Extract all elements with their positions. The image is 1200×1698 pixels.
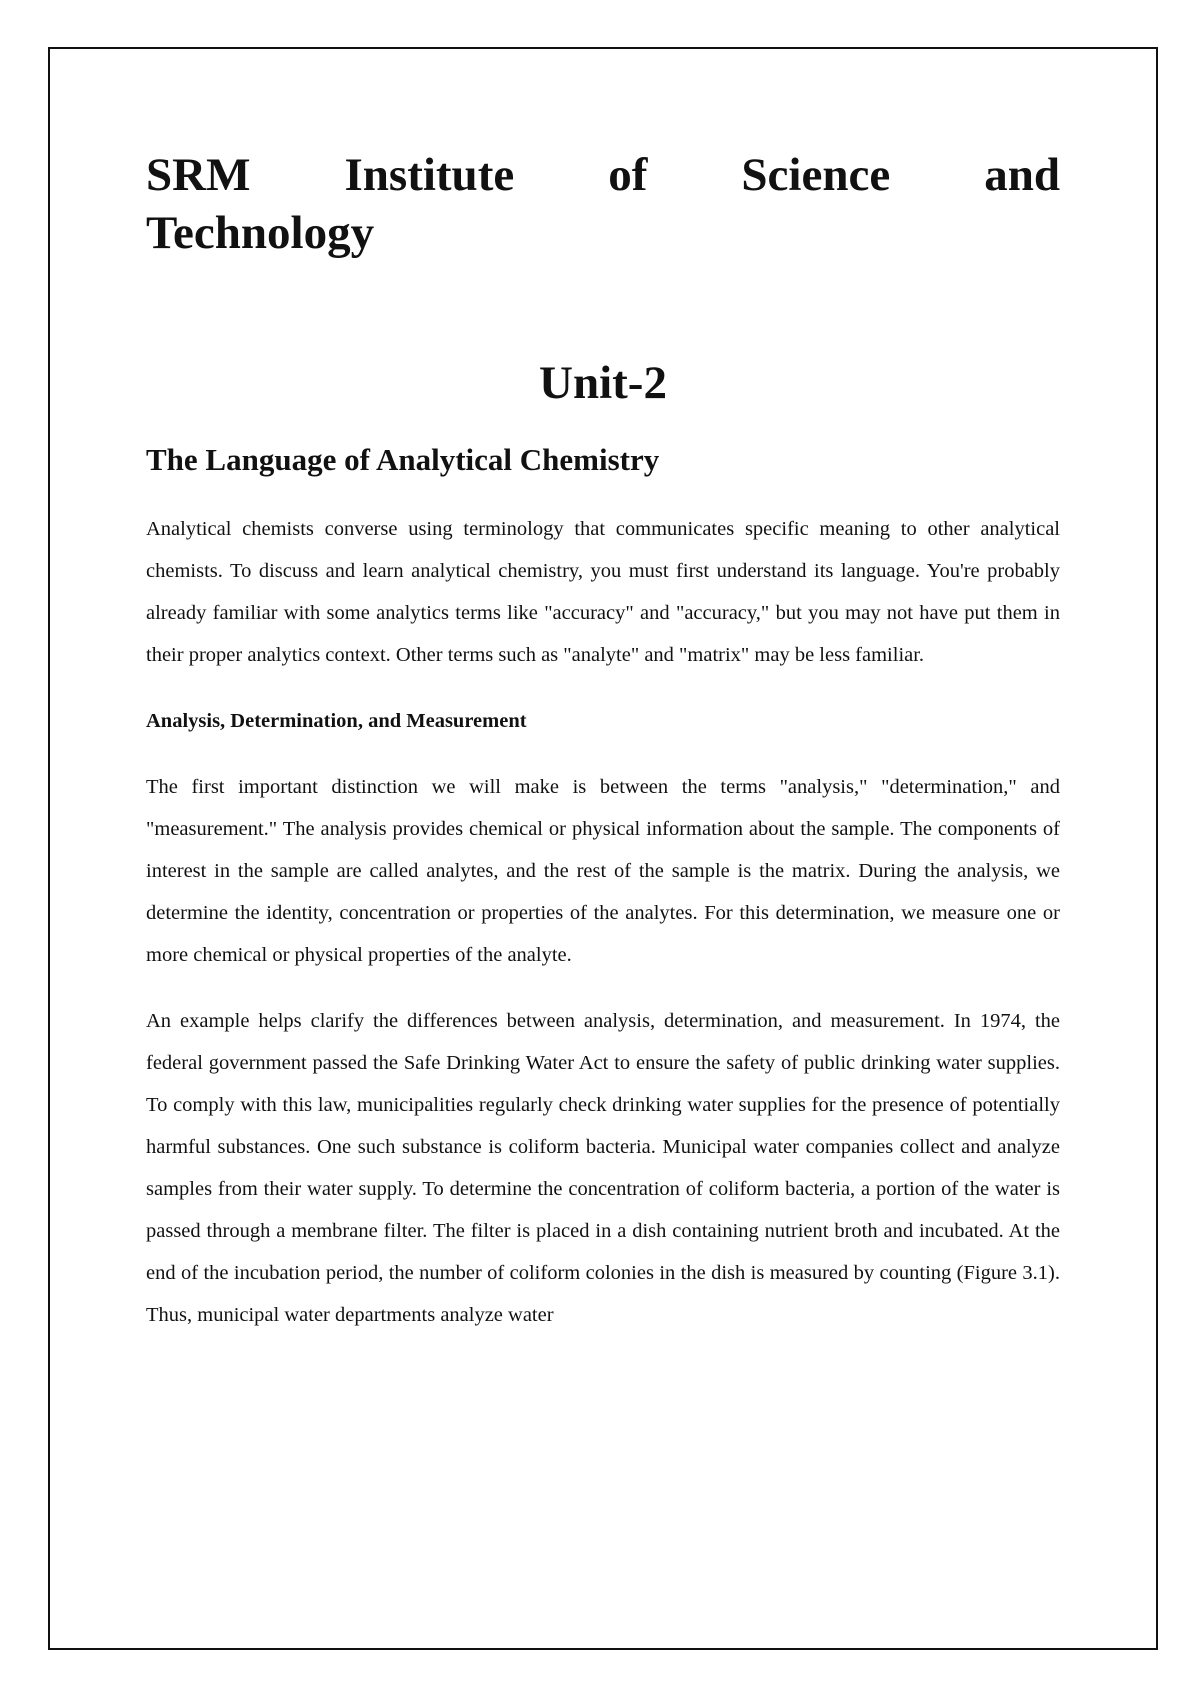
subheading: Analysis, Determination, and Measurement [146, 710, 527, 732]
distinction-paragraph: The first important distinction we will make is between the terms "analysis," "determination," and "measurement." The analysis provides chemical or physical information about the sample. The components of interest in the sample are called analytes, and the rest of the sample is the matrix. During the analysis, we determine the identity, concentration or properties of the analytes. For this determination, we measure one or more chemical or physical properties of the analyte. [146, 776, 1060, 966]
unit-title: Unit-2 [539, 357, 667, 409]
institution-title-line2: Technology [146, 207, 375, 259]
intro-paragraph: Analytical chemists converse using terminology that communicates specific meaning to other analytical chemists. To discuss and learn analytical chemistry, you must first understand its language. You're probably already familiar with some analytics terms like "accuracy" and "accuracy," but you may not have put them in their proper analytics context. Other terms such as "analyte" and "matrix" may be less familiar. [146, 518, 1060, 666]
institution-title-line1: SRM Institute of Science and [146, 149, 1060, 201]
section-title: The Language of Analytical Chemistry [146, 442, 660, 477]
document-body [146, 146, 1060, 1360]
example-paragraph: An example helps clarify the differences between analysis, determination, and measurement. In 1974, the federal government passed the Safe Drinking Water Act to ensure the safety of public drinking water supplies. To comply with this law, municipalities regularly check drinking water supplies for the presence of potentially harmful substances. One such substance is coliform bacteria. Municipal water companies collect and analyze samples from their water supply. To determine the concentration of coliform bacteria, a portion of the water is passed through a membrane filter. The filter is placed in a dish containing nutrient broth and incubated. At the end of the incubation period, the number of coliform colonies in the dish is measured by counting (Figure 3.1). Thus, municipal water departments analyze water [146, 1010, 1060, 1326]
